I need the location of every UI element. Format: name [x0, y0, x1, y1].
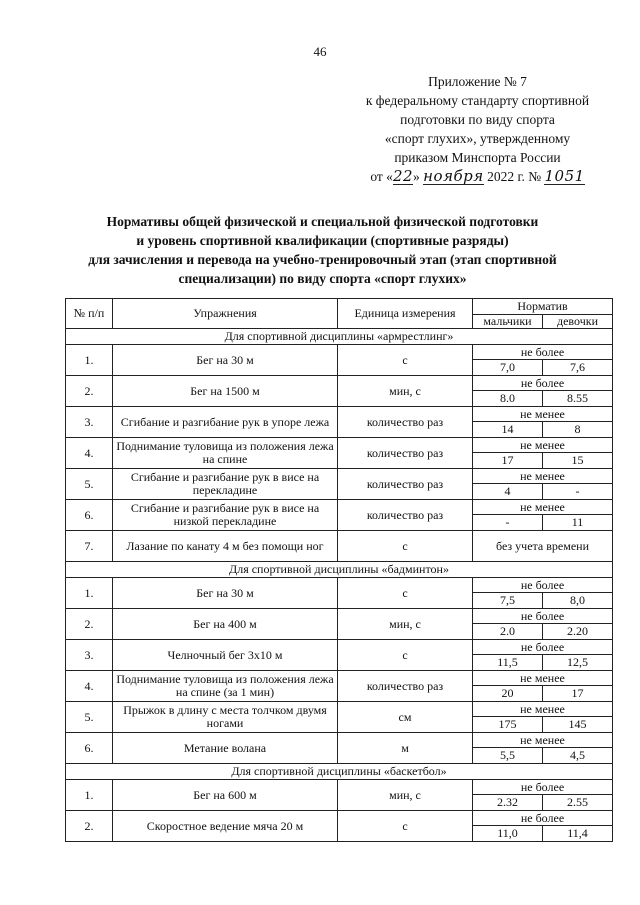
date-year: 2022 г. №: [483, 169, 545, 184]
header-girls: девочки: [543, 315, 613, 329]
unit: количество раз: [338, 407, 473, 438]
norm-qualifier: не более: [473, 811, 613, 826]
exercise-name: Сгибание и разгибание рук в висе на низкой перекладине: [113, 500, 338, 531]
row-number: 1.: [66, 780, 113, 811]
row-number: 4.: [66, 438, 113, 469]
table-row: [66, 609, 613, 624]
norm-qualifier: не менее: [473, 702, 613, 717]
row-number: 4.: [66, 671, 113, 702]
date-month-handwritten: ноября: [423, 167, 484, 185]
title-line: и уровень спортивной квалификации (спортивные разряды): [136, 233, 509, 248]
unit: с: [338, 811, 473, 842]
norm-girls: 8: [543, 422, 613, 438]
norm-girls: 7,6: [543, 360, 613, 376]
unit: с: [338, 578, 473, 609]
exercise-name: Сгибание и разгибание рук в упоре лежа: [113, 407, 338, 438]
norm-qualifier: не менее: [473, 500, 613, 515]
unit: мин, с: [338, 376, 473, 407]
unit: см: [338, 702, 473, 733]
norm-boys: 17: [473, 453, 543, 469]
table-row: [66, 531, 613, 562]
norm-boys: 5,5: [473, 748, 543, 764]
table-row: [66, 640, 613, 655]
norm-qualifier: не менее: [473, 469, 613, 484]
norm-boys: 7,5: [473, 593, 543, 609]
norm-qualifier: не менее: [473, 671, 613, 686]
norm-girls: 8.55: [543, 391, 613, 407]
title-line: для зачисления и перевода на учебно-тренировочный этап (этап спортивной: [88, 252, 557, 267]
norm-qualifier: не более: [473, 780, 613, 795]
table-row: [66, 345, 613, 360]
unit: мин, с: [338, 780, 473, 811]
norm-qualifier: не более: [473, 376, 613, 391]
norm-boys: 7,0: [473, 360, 543, 376]
norms-table: [65, 298, 613, 842]
table-row: [66, 702, 613, 717]
norms-table-body: [66, 329, 613, 842]
norm-girls: 2.55: [543, 795, 613, 811]
appendix-title: Приложение № 7: [428, 74, 527, 89]
unit: количество раз: [338, 469, 473, 500]
norm-boys: 175: [473, 717, 543, 733]
norm-note: без учета времени: [473, 531, 613, 562]
exercise-name: Бег на 30 м: [113, 345, 338, 376]
norm-girls: 15: [543, 453, 613, 469]
norm-boys: 4: [473, 484, 543, 500]
table-row: [66, 811, 613, 826]
appendix-date-line: [340, 167, 615, 186]
norm-girls: 11: [543, 515, 613, 531]
header-unit: Единица измерения: [338, 299, 473, 329]
exercise-name: Сгибание и разгибание рук в висе на перекладине: [113, 469, 338, 500]
exercise-name: Челночный бег 3х10 м: [113, 640, 338, 671]
appendix-line: к федеральному стандарту спортивной: [365, 93, 590, 108]
norm-girls: 145: [543, 717, 613, 733]
table-row: [66, 671, 613, 686]
table-row: [66, 500, 613, 515]
norm-girls: 8,0: [543, 593, 613, 609]
norm-qualifier: не более: [473, 578, 613, 593]
norm-girls: 11,4: [543, 826, 613, 842]
row-number: 6.: [66, 733, 113, 764]
appendix-line: приказом Минспорта России: [394, 150, 561, 165]
unit: мин, с: [338, 609, 473, 640]
table-row: [66, 407, 613, 422]
norm-boys: 8.0: [473, 391, 543, 407]
document-title: [60, 212, 585, 288]
norm-qualifier: не менее: [473, 733, 613, 748]
title-line: специализации) по виду спорта «спорт глухих»: [178, 271, 467, 286]
norm-girls: 2.20: [543, 624, 613, 640]
norm-boys: 2.32: [473, 795, 543, 811]
row-number: 2.: [66, 376, 113, 407]
discipline-row: [66, 562, 613, 578]
exercise-name: Бег на 600 м: [113, 780, 338, 811]
table-row: [66, 376, 613, 391]
exercise-name: Лазание по канату 4 м без помощи ног: [113, 531, 338, 562]
appendix-block: [340, 72, 615, 186]
date-mid: »: [413, 169, 424, 184]
table-row: [66, 469, 613, 484]
norm-qualifier: не менее: [473, 438, 613, 453]
header-norm: Норматив: [473, 299, 613, 315]
norm-girls: 4,5: [543, 748, 613, 764]
norm-qualifier: не более: [473, 640, 613, 655]
table-row: [66, 438, 613, 453]
norm-girls: -: [543, 484, 613, 500]
exercise-name: Поднимание туловища из положения лежа на спине (за 1 мин): [113, 671, 338, 702]
title-line: Нормативы общей физической и специальной физической подготовки: [106, 214, 539, 229]
exercise-name: Поднимание туловища из положения лежа на спине: [113, 438, 338, 469]
row-number: 5.: [66, 702, 113, 733]
row-number: 1.: [66, 578, 113, 609]
norm-boys: 20: [473, 686, 543, 702]
header-boys: мальчики: [473, 315, 543, 329]
exercise-name: Метание волана: [113, 733, 338, 764]
row-number: 2.: [66, 609, 113, 640]
unit: с: [338, 640, 473, 671]
exercise-name: Прыжок в длину с места толчком двумя ногами: [113, 702, 338, 733]
discipline-title: Для спортивной дисциплины «баскетбол»: [66, 764, 613, 780]
unit: м: [338, 733, 473, 764]
unit: количество раз: [338, 438, 473, 469]
norm-boys: 14: [473, 422, 543, 438]
norm-qualifier: не более: [473, 609, 613, 624]
table-row: [66, 578, 613, 593]
header-exercise: Упражнения: [113, 299, 338, 329]
norm-boys: 11,0: [473, 826, 543, 842]
norm-qualifier: не менее: [473, 407, 613, 422]
norm-girls: 17: [543, 686, 613, 702]
date-prefix: от «: [370, 169, 393, 184]
date-day-handwritten: 22: [392, 167, 414, 185]
table-row: [66, 780, 613, 795]
table-row: [66, 733, 613, 748]
norm-boys: 2.0: [473, 624, 543, 640]
exercise-name: Бег на 1500 м: [113, 376, 338, 407]
exercise-name: Скоростное ведение мяча 20 м: [113, 811, 338, 842]
header-num: № п/п: [66, 299, 113, 329]
unit: с: [338, 345, 473, 376]
norm-qualifier: не более: [473, 345, 613, 360]
appendix-line: подготовки по виду спорта: [400, 112, 555, 127]
exercise-name: Бег на 400 м: [113, 609, 338, 640]
unit: с: [338, 531, 473, 562]
discipline-title: Для спортивной дисциплины «бадминтон»: [66, 562, 613, 578]
exercise-name: Бег на 30 м: [113, 578, 338, 609]
row-number: 1.: [66, 345, 113, 376]
row-number: 5.: [66, 469, 113, 500]
discipline-row: [66, 764, 613, 780]
unit: количество раз: [338, 671, 473, 702]
norm-girls: 12,5: [543, 655, 613, 671]
page-number: 46: [313, 44, 327, 59]
row-number: 7.: [66, 531, 113, 562]
row-number: 6.: [66, 500, 113, 531]
discipline-row: [66, 329, 613, 345]
unit: количество раз: [338, 500, 473, 531]
row-number: 3.: [66, 640, 113, 671]
order-number-handwritten: 1051: [544, 167, 585, 185]
norm-boys: -: [473, 515, 543, 531]
discipline-title: Для спортивной дисциплины «армрестлинг»: [66, 329, 613, 345]
appendix-line: «спорт глухих», утвержденному: [384, 131, 571, 146]
row-number: 3.: [66, 407, 113, 438]
row-number: 2.: [66, 811, 113, 842]
norm-boys: 11,5: [473, 655, 543, 671]
